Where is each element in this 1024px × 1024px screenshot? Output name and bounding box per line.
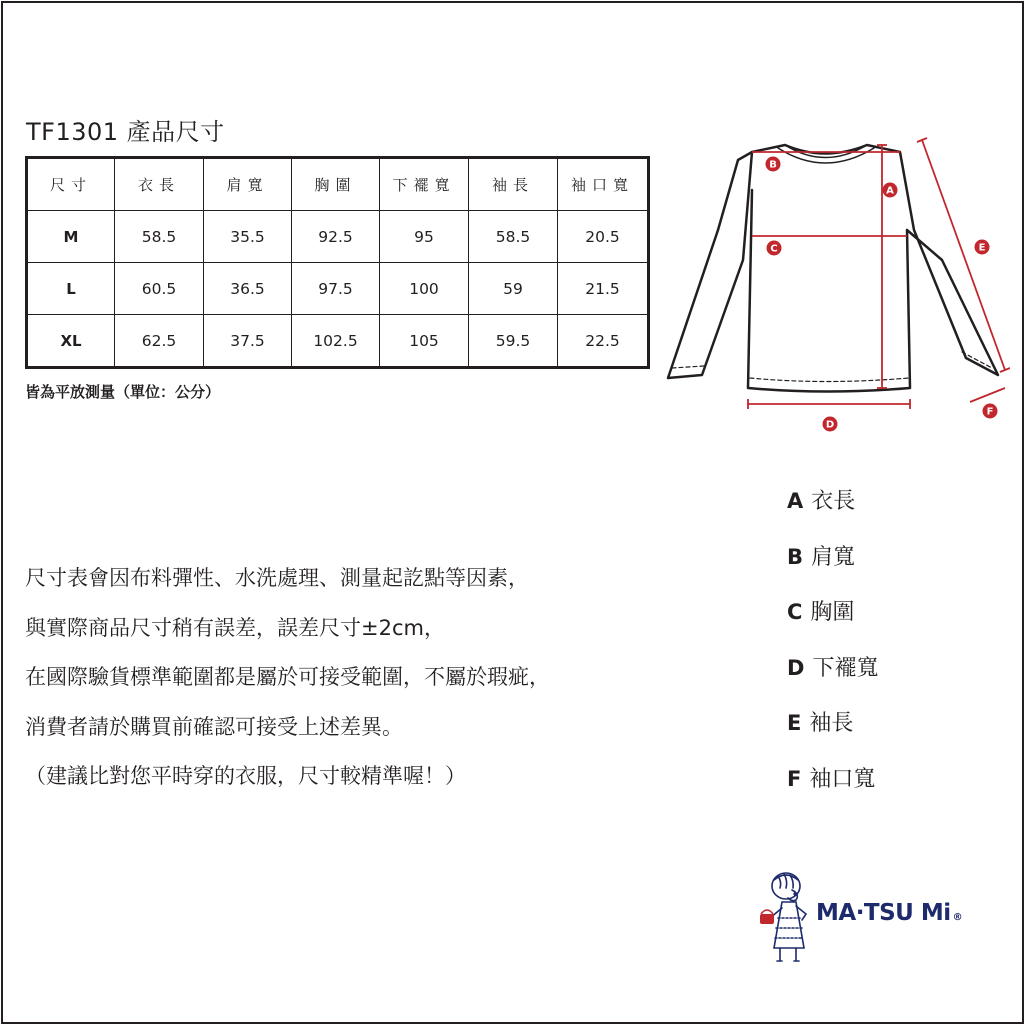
table-row: [27, 211, 649, 263]
svg-text:B: B: [769, 159, 777, 171]
measure-line-f: [970, 388, 1005, 402]
size-table: [25, 156, 650, 369]
brand-logo: [752, 868, 972, 968]
table-cell: 22.5: [558, 315, 649, 368]
legend-item-c: C 胸圍: [787, 600, 855, 625]
table-header: 下襬寬: [380, 158, 469, 211]
garment-diagram: [660, 130, 1010, 440]
page-title: TF1301 產品尺寸: [26, 118, 225, 146]
badge-b: [766, 157, 781, 172]
legend-item-e: E 袖長: [787, 711, 854, 736]
disclaimer-line: 消費者請於購買前確認可接受上述差異。: [25, 714, 403, 739]
svg-text:D: D: [825, 419, 835, 431]
brand-name: MA·TSU Mi: [816, 900, 951, 926]
table-cell: 59.5: [469, 315, 558, 368]
svg-text:A: A: [886, 185, 894, 197]
girl-mascot-icon: [752, 868, 818, 968]
legend-item-f: F 袖口寬: [787, 766, 876, 792]
disclaimer-line: （建議比對您平時穿的衣服，尺寸較精準喔！）: [25, 764, 466, 788]
badge-c: [767, 241, 782, 256]
table-cell: 95: [380, 211, 469, 263]
table-header-row: [27, 158, 649, 211]
table-cell: 59: [469, 263, 558, 315]
svg-text:E: E: [978, 242, 986, 254]
legend-item-a: A 衣長: [787, 489, 856, 514]
registered-mark: ®: [952, 912, 963, 923]
badge-e: [975, 240, 990, 255]
table-header: 衣長: [115, 158, 204, 211]
table-cell: 37.5: [204, 315, 292, 368]
table-cell: 102.5: [292, 315, 380, 368]
badge-a: [883, 183, 898, 198]
table-cell: 97.5: [292, 263, 380, 315]
garment-outline: [668, 145, 998, 392]
table-cell: 21.5: [558, 263, 649, 315]
table-header: 肩寬: [204, 158, 292, 211]
disclaimer-line: 與實際商品尺寸稍有誤差，誤差尺寸±2cm，: [25, 615, 445, 640]
table-header: 尺寸: [27, 158, 115, 211]
table-row: [27, 315, 649, 368]
table-cell: 60.5: [115, 263, 204, 315]
table-cell: 62.5: [115, 315, 204, 368]
disclaimer-line: 在國際驗貨標準範圍都是屬於可接受範圍，不屬於瑕疵，: [25, 665, 550, 689]
disclaimer-text: [25, 558, 725, 806]
table-header: 袖長: [469, 158, 558, 211]
table-cell: 58.5: [115, 211, 204, 263]
table-header: 胸圍: [292, 158, 380, 211]
table-cell: 92.5: [292, 211, 380, 263]
size-cell: L: [27, 263, 115, 315]
table-row: [27, 263, 649, 315]
hem-stitch: [750, 378, 909, 382]
svg-text:C: C: [770, 243, 778, 255]
badge-f: [983, 404, 998, 419]
table-cell: 20.5: [558, 211, 649, 263]
legend-item-b: B 肩寬: [787, 544, 856, 570]
disclaimer-line: 尺寸表會因布料彈性、水洗處理、測量起訖點等因素，: [25, 566, 529, 590]
table-cell: 100: [380, 263, 469, 315]
left-cuff-stitch: [672, 366, 704, 368]
table-cell: 36.5: [204, 263, 292, 315]
measurement-note: 皆為平放測量（單位：公分）: [25, 383, 221, 401]
size-cell: XL: [27, 315, 115, 368]
legend-item-d: D 下襬寬: [787, 655, 879, 681]
size-cell: M: [27, 211, 115, 263]
table-cell: 105: [380, 315, 469, 368]
table-cell: 58.5: [469, 211, 558, 263]
svg-text:F: F: [986, 406, 994, 418]
table-header: 袖口寬: [558, 158, 649, 211]
badge-d: [823, 417, 838, 432]
table-cell: 35.5: [204, 211, 292, 263]
measurement-legend: [787, 482, 878, 815]
